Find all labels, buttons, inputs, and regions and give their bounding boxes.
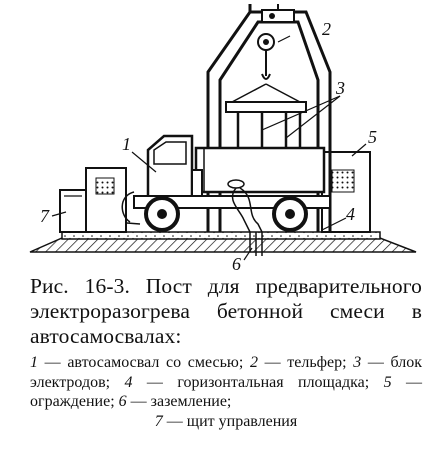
- legend-text: заземление;: [150, 393, 232, 410]
- legend-text: ограждение;: [30, 393, 115, 410]
- legend-text: тельфер;: [287, 354, 347, 371]
- electrode-block: [226, 84, 306, 152]
- callout-3: 3: [336, 78, 345, 98]
- caption-legend-last: 7 — щит управления: [154, 412, 298, 430]
- callout-6: 6: [232, 254, 241, 274]
- callout-5: 5: [368, 127, 377, 147]
- legend-num: 7: [154, 412, 163, 430]
- platform: [30, 232, 416, 252]
- legend-num: 3: [353, 354, 362, 371]
- callout-1: 1: [122, 134, 131, 154]
- legend-num: 5: [383, 373, 392, 391]
- legend-num: 4: [124, 373, 133, 391]
- dump-truck: [122, 136, 330, 230]
- legend-text: блок электродов;: [30, 354, 423, 391]
- legend-num: 6: [118, 393, 127, 410]
- fence-left: [86, 168, 126, 232]
- legend-num: 1: [30, 354, 38, 371]
- legend-text: щит управления: [186, 412, 298, 430]
- callout-2: 2: [322, 19, 331, 39]
- legend-num: 2: [249, 354, 258, 371]
- figure-caption: [30, 274, 422, 431]
- caption-legend: 1 — автосамосвал со смесью; 2 — тельфер; 3 — блок электродов; 4 — горизонтальная площадка; 5 — ограждение; 6 — заземление;: [30, 354, 423, 410]
- legend-text: горизонтальная площадка;: [177, 373, 370, 391]
- legend-text: автосамосвал со смесью;: [67, 354, 244, 371]
- hoist: [258, 10, 294, 79]
- callout-7: 7: [40, 206, 49, 226]
- caption-title: Рис. 16-3. Пост для предварительного электроразогрева бетонной смеси в автосамосвалах:: [30, 274, 422, 348]
- callout-4: 4: [346, 204, 355, 224]
